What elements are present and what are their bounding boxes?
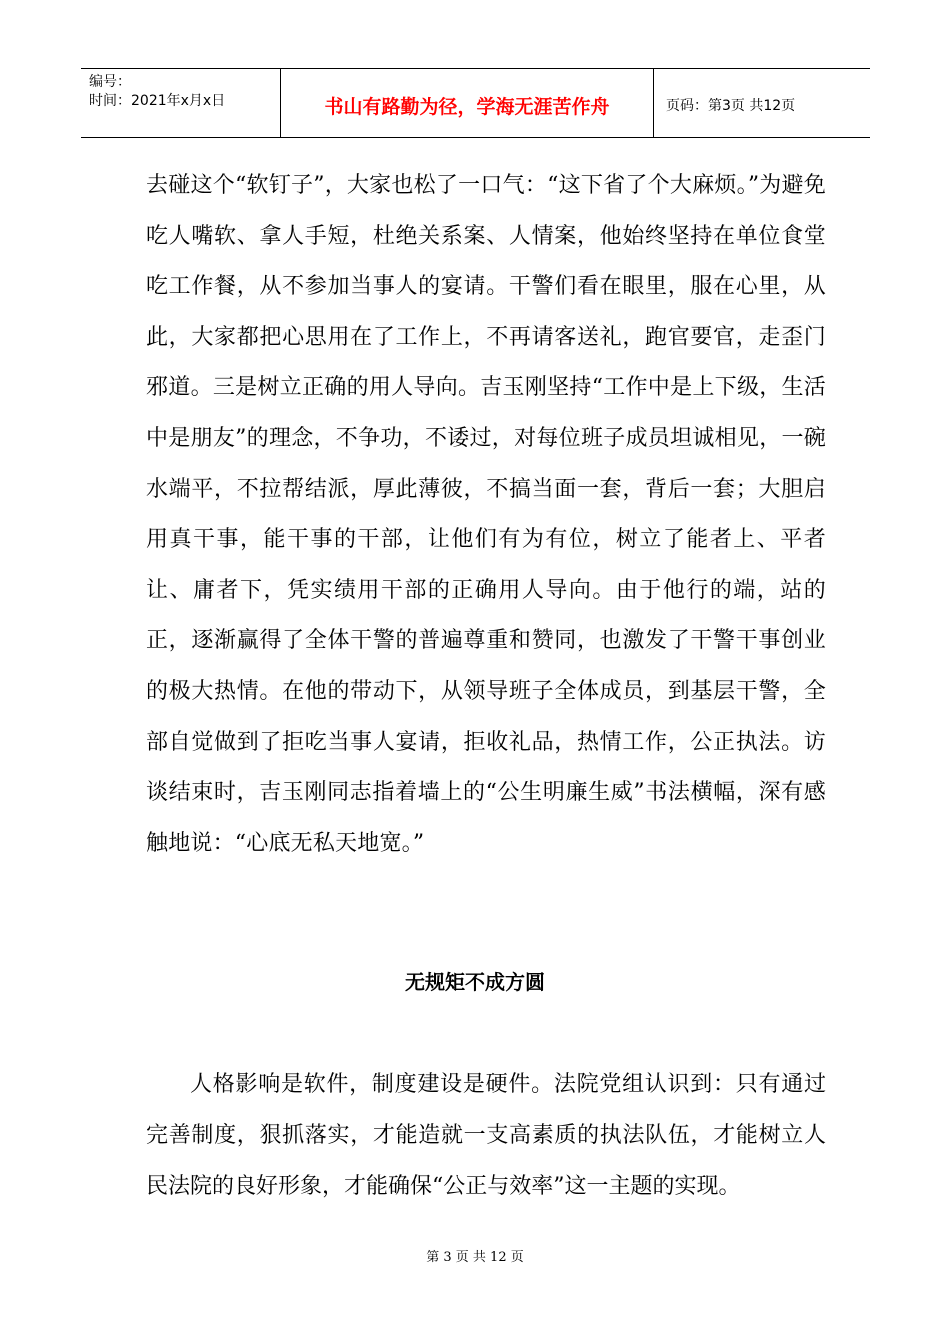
header-meta — [81, 69, 281, 137]
page-footer: 第 3 页 共 12 页 — [426, 1250, 524, 1265]
paragraph-continued: 去碰这个“软钉子”，大家也松了一口气：“这下省了个大麻烦。”为避免吃人嘴软、拿人手短，杜绝关系案、人情案，他始终坚持在单位食堂吃工作餐，从不参加当事人的宴请。干警们看在眼里，服在心里，从此，大家都把心思用在了工作上，不再请客送礼，跑官要官，走歪门邪道。三是树立正确的用人导向。吉玉刚坚持“工作中是上下级，生活中是朋友”的理念，不争功，不诿过，对每位班子成员坦诚相见，一碗水端平，不拉帮结派，厚此薄彼，不搞当面一套，背后一套；大胆启用真干事，能干事的干部，让他们有为有位，树立了能者上、平者让、庸者下，凭实绩用干部的正确用人导向。由于他行的端，站的正，逐渐赢得了全体干警的普遍尊重和赞同，也激发了干警干事创业的极大热情。在他的带动下，从领导班子全体成员，到基层干警，全部自觉做到了拒吃当事人宴请，拒收礼品，热情工作，公正执法。访谈结束时，吉玉刚同志指着墙上的“公生明廉生威”书法横幅，深有感触地说：“心底无私天地宽。” — [146, 173, 826, 856]
document-date: 时间：2021年x月x日 — [89, 93, 226, 109]
header-page-info: 页码：第3页 共12页 — [666, 98, 796, 114]
header-motto: 书山有路勤为径，学海无涯苦作舟 — [281, 69, 654, 137]
document-number-label: 编号： — [89, 74, 131, 90]
body-section-2 — [146, 1059, 826, 1212]
section-heading: 无规矩不成方圆 — [405, 970, 545, 994]
paragraph: 人格影响是软件，制度建设是硬件。法院党组认识到：只有通过完善制度，狠抓落实，才能造就一支高素质的执法队伍，才能树立人民法院的良好形象，才能确保“公正与效率”这一主题的实现。 — [146, 1072, 826, 1199]
body-section-1 — [146, 161, 826, 869]
document-header — [81, 68, 870, 138]
